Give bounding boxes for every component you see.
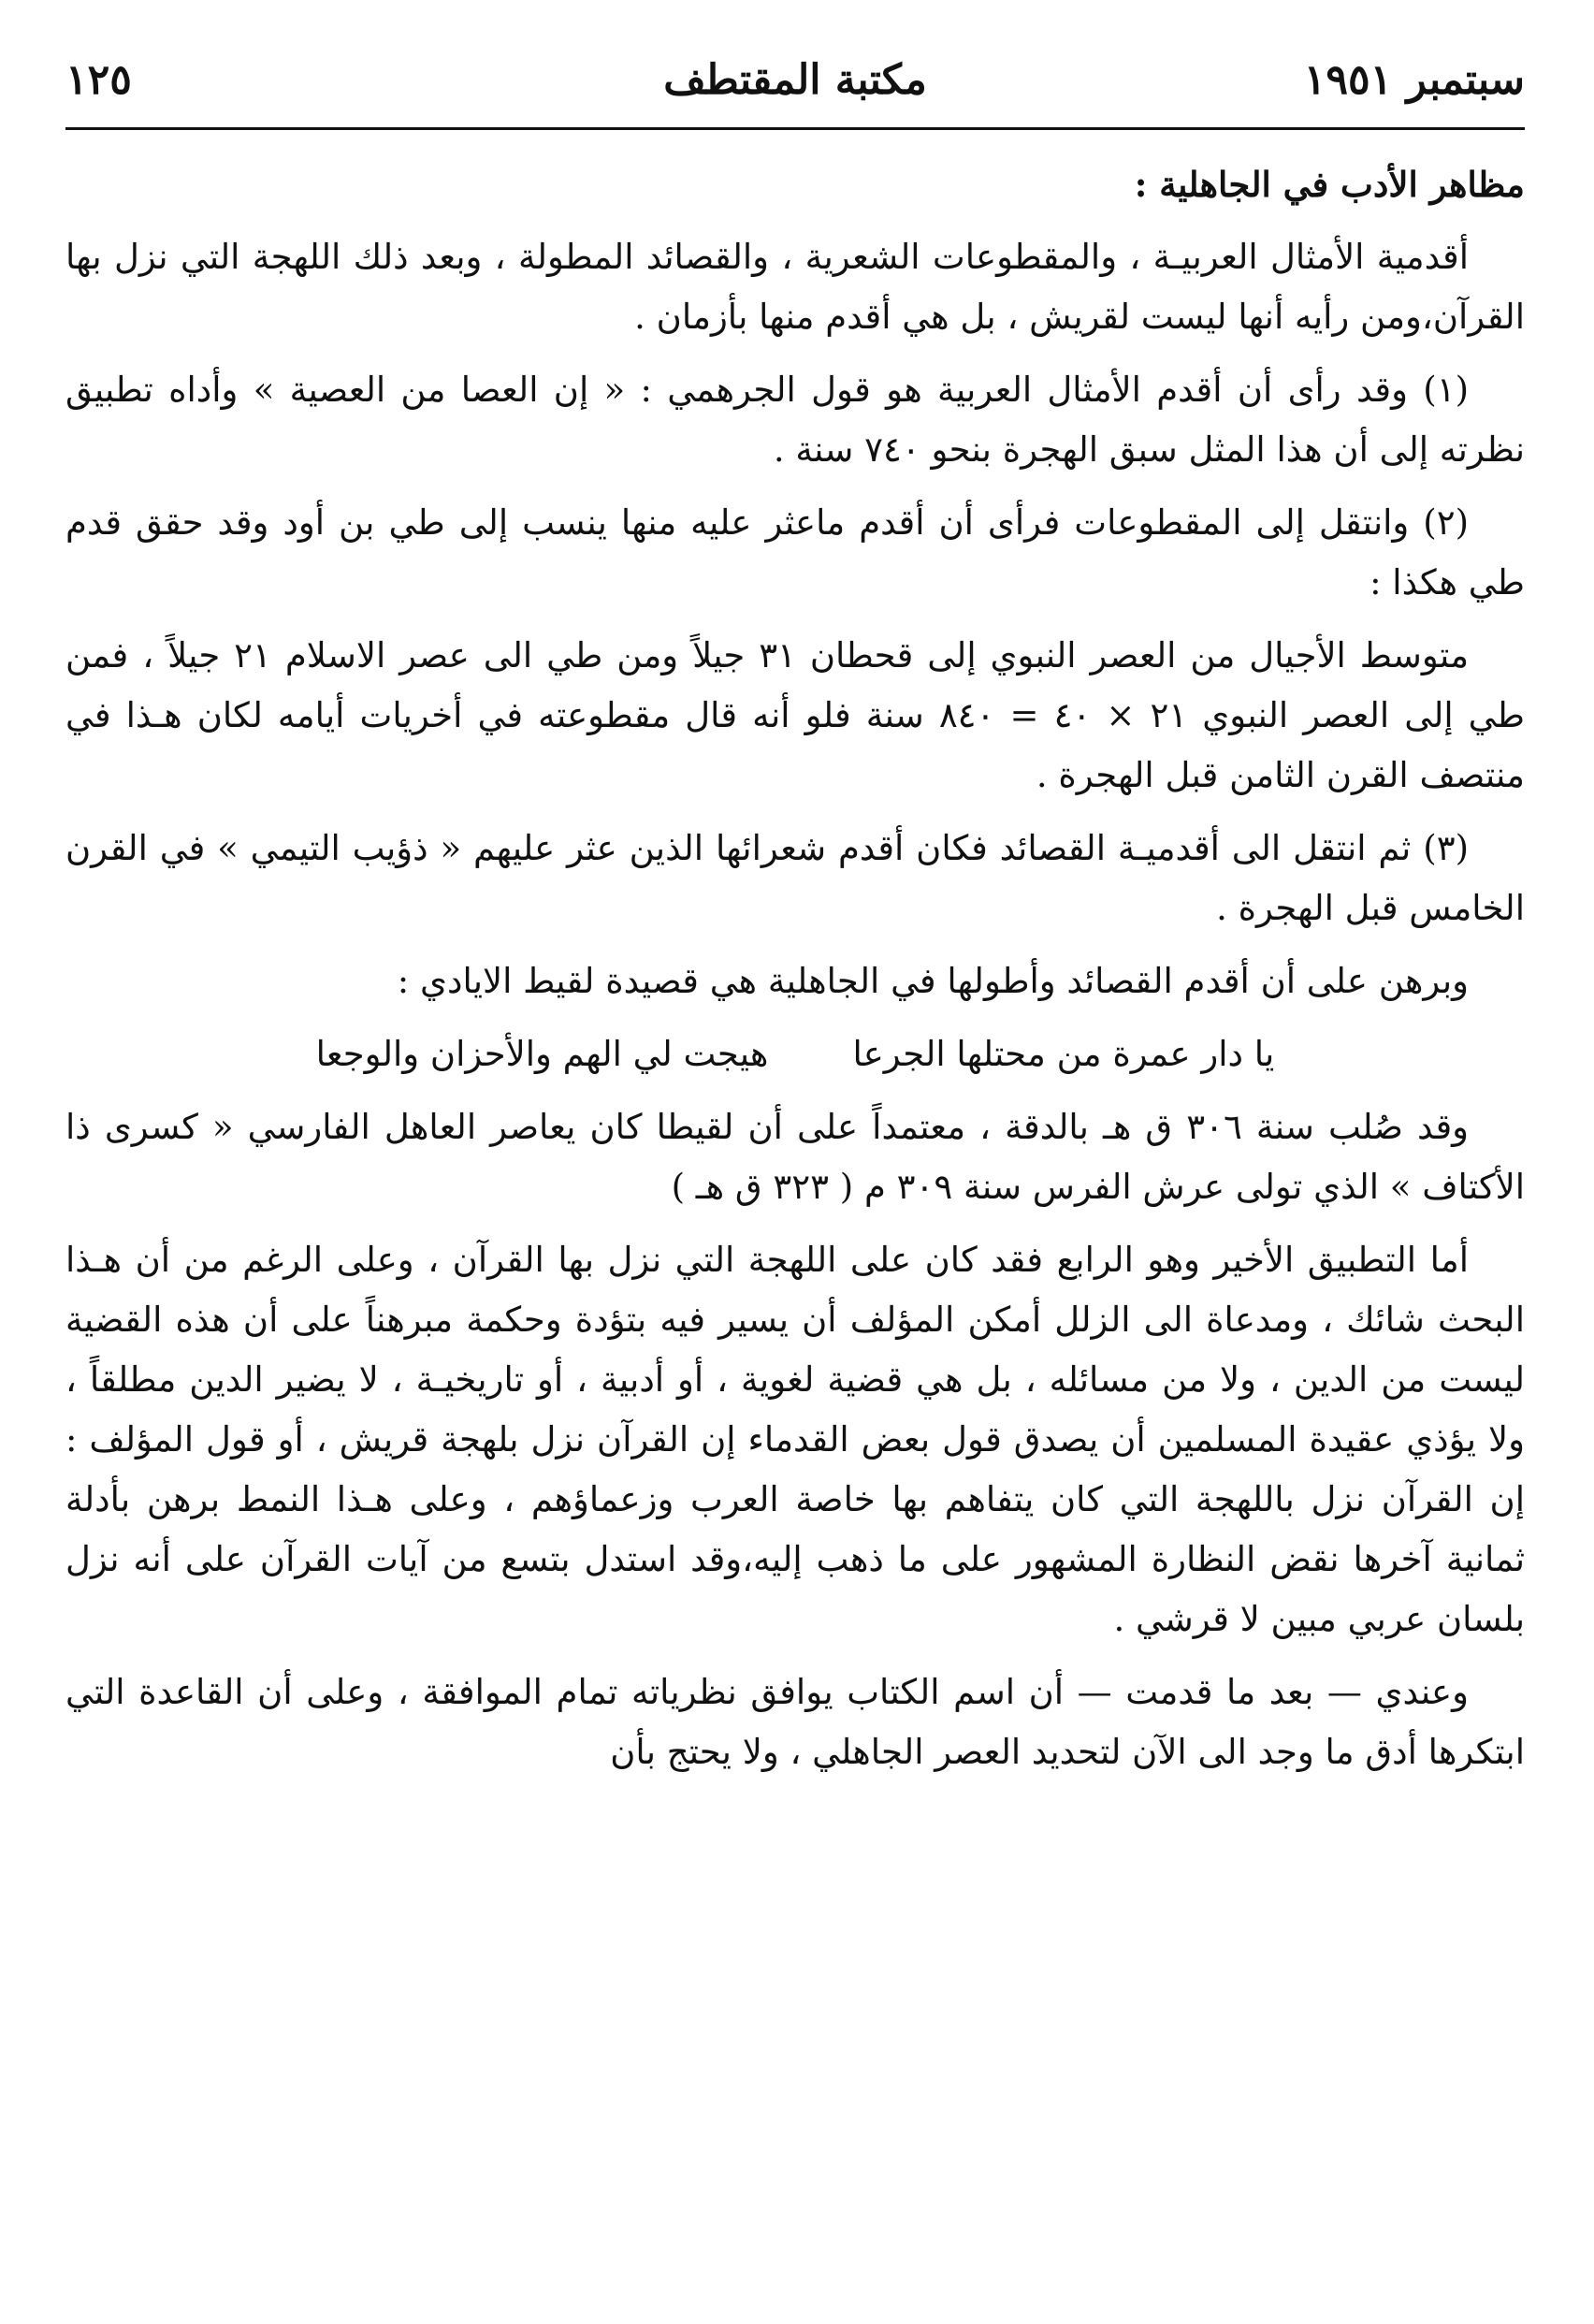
article-body	[65, 154, 1525, 1782]
running-header	[65, 37, 1525, 122]
header-date: سبتمبر ١٩٥١	[1303, 55, 1525, 104]
header-title: مكتبة المقتطف	[663, 55, 927, 104]
page-number: ١٢٥	[65, 55, 132, 104]
verse-first-hemistich: يا دار عمرة من محتلها الجرعا	[852, 1034, 1275, 1074]
header-rule	[65, 127, 1525, 130]
paragraph-intro: أقدمية الأمثال العربيـة ، والمقطوعات الشعرية ، والقصائد المطولة ، وبعد ذلك اللهجة التي نزل بها القرآن،ومن رأيه أنها ليست لقريش ، بل هي أقدم منها بأزمان .	[65, 237, 1525, 337]
poem-verse	[65, 1024, 1525, 1084]
paragraph-point-1: (١) وقد رأى أن أقدم الأمثال العربية هو قول الجرهمي : « إن العصا من العصية » وأداه تطبيق نظرته إلى أن هذا المثل سبق الهجرة بنحو ٧٤٠ سنة .	[65, 370, 1525, 470]
verse-second-hemistich: هيجت لي الهم والأحزان والوجعا	[315, 1034, 769, 1074]
document-page	[65, 37, 1525, 2283]
paragraph-oldest-poem: وبرهن على أن أقدم القصائد وأطولها في الجاهلية هي قصيدة لقيط الايادي :	[397, 961, 1469, 1001]
paragraph-laqit-date: وقد صُلب سنة ٣٠٦ ق هـ بالدقة ، معتمداً على أن لقيطا كان يعاصر العاهل الفارسي « كسرى ذا الأكتاف » الذي تولى عرش الفرس سنة ٣٠٩ م ( ٣٢٣ ق هـ )	[65, 1107, 1525, 1207]
paragraph-conclusion: وعندي — بعد ما قدمت — أن اسم الكتاب يوافق نظرياته تمام الموافقة ، وعلى أن القاعدة التي ابتكرها أدق ما وجد الى الآن لتحديد العصر الجاهلي ، ولا يحتج بأن	[65, 1672, 1525, 1772]
paragraph-point-3: (٣) ثم انتقل الى أقدميـة القصائد فكان أقدم شعرائها الذين عثر عليهم « ذؤيب التيمي » في القرن الخامس قبل الهجرة .	[65, 828, 1525, 928]
paragraph-point-2: (٢) وانتقل إلى المقطوعات فرأى أن أقدم ماعثر عليه منها ينسب إلى طي بن أود وقد حقق قدم طي هكذا :	[65, 502, 1525, 603]
section-title: مظاهر الأدب في الجاهلية :	[1134, 164, 1525, 205]
paragraph-quran-dialect: أما التطبيق الأخير وهو الرابع فقد كان على اللهجة التي نزل بها القرآن ، وعلى الرغم من أن هـذا البحث شائك ، ومدعاة الى الزلل أمكن المؤلف أن يسير فيه بتؤدة وحكمة مبرهناً على أن هذه القضية ليست من الدين ، ولا من مسائله ، بل هي قضية لغوية ، أو أدبية ، أو تاريخيـة ، لا يضير الدين مطلقاً ، ولا يؤذي عقيدة المسلمين أن يصدق قول بعض القدماء إن القرآن نزل بلهجة قريش ، أو قول المؤلف : إن القرآن نزل باللهجة التي كان يتفاهم بها خاصة العرب وزعماؤهم ، وعلى هـذا النمط برهن بأدلة ثمانية آخرها نقض النظارة المشهور على ما ذهب إليه،وقد استدل بتسع من آيات القرآن على أنه نزل بلسان عربي مبين لا قرشي .	[65, 1240, 1525, 1639]
paragraph-generations: متوسط الأجيال من العصر النبوي إلى قحطان ٣١ جيلاً ومن طي الى عصر الاسلام ٢١ جيلاً ، فمن طي إلى العصر النبوي ٢١ × ٤٠ = ٨٤٠ سنة فلو أنه قال مقطوعته في أخريات أيامه لكان هـذا في منتصف القرن الثامن قبل الهجرة .	[65, 635, 1525, 795]
